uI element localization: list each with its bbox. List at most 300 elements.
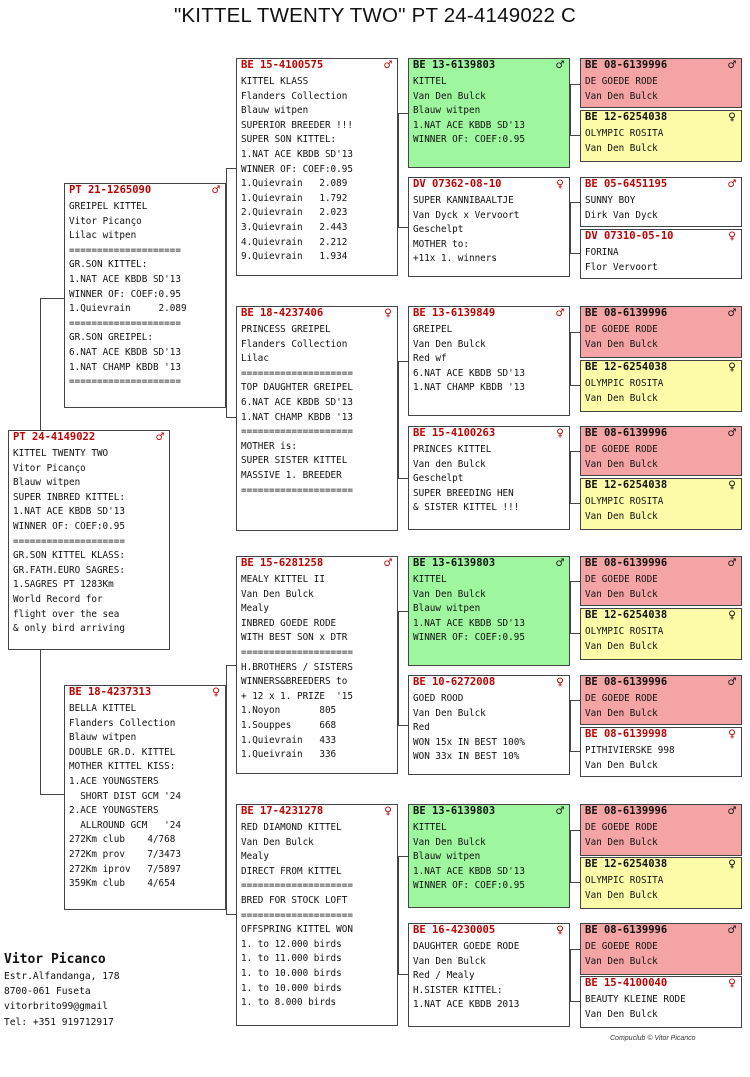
software-credit: Compuclub © Vitor Picanco [610,1035,696,1042]
card-details [409,818,569,894]
detail-line: DE GOEDE RODE [585,941,658,952]
detail-line: Van Den Bulck [585,836,658,848]
connector [570,700,580,752]
detail-line: MASSIVE 1. BREEDER [241,469,342,481]
card-header [65,184,225,197]
card-header [409,676,569,689]
card-g4-9[interactable] [580,556,742,606]
detail-line: Van Den Bulck [413,338,486,350]
detail-line: Van Den Bulck [413,588,486,600]
detail-line: 1. to 11.000 birds [241,953,342,965]
detail-line: 1.ACE YOUNGSTERS [69,775,159,787]
detail-line: KITTEL [413,822,447,833]
connector [226,168,236,418]
detail-line: 1.NAT ACE KBDB SD'13 [413,617,525,629]
detail-line: 1.Quievrain 2.089 [241,178,348,190]
detail-line: 1.NAT ACE KBDB 2013 [413,999,520,1011]
detail-line: 272Km prov 7/3473 [69,848,181,860]
card-header [581,728,741,741]
detail-line: 1. to 10.000 birds [241,967,342,979]
card-header [581,307,741,320]
detail-line: 2.Quievrain 2.023 [241,207,348,219]
connector [570,830,580,883]
detail-line: GR.SON GREIPEL: [69,332,153,344]
ring-number: BE 15-4100040 [585,977,668,989]
ring-number: BE 15-6281258 [241,557,324,569]
female-symbol-icon: ♀ [728,229,736,244]
ring-number: BE 05-6451195 [585,178,668,190]
ring-number: BE 18-4237313 [69,686,152,698]
female-symbol-icon: ♀ [384,804,392,819]
detail-line: & only bird arriving [13,623,125,635]
detail-line: 6.NAT ACE KBDB SD'13 [69,346,181,358]
ring-number: BE 13-6139849 [413,307,496,319]
detail-line: RED DIAMOND KITTEL [241,822,342,833]
male-symbol-icon: ♂ [728,58,736,73]
male-symbol-icon: ♂ [556,556,564,571]
ring-number: BE 08-6139996 [585,59,668,71]
ring-number: BE 13-6139803 [413,557,496,569]
male-symbol-icon: ♂ [728,804,736,819]
female-symbol-icon: ♀ [728,857,736,872]
male-symbol-icon: ♂ [384,556,392,571]
detail-line: 3.Quievrain 2.443 [241,221,348,233]
detail-line: 1.Quievrain 2.089 [69,303,187,315]
detail-line: DE GOEDE RODE [585,444,658,455]
card-header [581,924,741,937]
female-symbol-icon: ♀ [728,727,736,742]
detail-line: World Record for [13,593,103,605]
detail-line: 1.NAT ACE KBDB SD'13 [69,273,181,285]
card-details [9,444,169,637]
pedigree-title: "KITTEL TWENTY TWO" PT 24-4149022 C [173,4,577,27]
detail-line: 1.NAT CHAMP KBDB '13 [413,382,525,394]
detail-line: 272Km club 4/768 [69,834,176,846]
female-symbol-icon: ♀ [556,177,564,192]
card-g4-10[interactable] [580,608,742,660]
detail-line: 6.NAT ACE KBDB SD'13 [241,396,353,408]
detail-line: GREIPEL KITTEL [69,201,148,212]
card-details [581,689,741,721]
detail-line: MEALY KITTEL II [241,574,325,585]
ring-number: BE 12-6254038 [585,111,668,123]
detail-line: H.BROTHERS / SISTERS [241,661,353,673]
male-symbol-icon: ♂ [728,426,736,441]
card-details [237,818,397,1011]
card-g4-1[interactable] [580,58,742,108]
card-sire-sire[interactable] [236,58,398,276]
card-header [581,230,741,243]
female-symbol-icon: ♀ [212,685,220,700]
detail-line: OLYMPIC ROSITA [585,128,664,139]
card-header [409,805,569,818]
connector [398,611,408,726]
detail-line: ==================== [241,646,353,658]
female-symbol-icon: ♀ [728,608,736,623]
detail-line: Van Den Bulck [241,588,314,600]
card-details [409,320,569,396]
card-g4-11[interactable] [580,675,742,725]
ring-number: BE 12-6254038 [585,479,668,491]
detail-line: WINNER OF: COEF:0.95 [69,288,181,300]
detail-line: ==================== [241,367,353,379]
breeder-email: vitorbrito99@gmail [4,1001,108,1013]
female-symbol-icon: ♀ [556,426,564,441]
ring-number: BE 08-6139996 [585,427,668,439]
male-symbol-icon: ♂ [556,306,564,321]
card-header [581,111,741,124]
card-header [409,59,569,72]
breeder-name: Vitor Picanco [4,952,106,967]
detail-line: INBRED GOEDE RODE [241,617,337,629]
male-symbol-icon: ♂ [212,183,220,198]
card-g4-7[interactable] [580,426,742,476]
connector [570,949,580,1002]
detail-line: Geschelpt [413,224,464,236]
detail-line: PRINCESS GREIPEL [241,324,331,335]
detail-line: 272Km iprov 7/5897 [69,863,181,875]
detail-line: ==================== [69,317,181,329]
detail-line: Van Den Bulck [413,90,486,102]
detail-line: Van Den Bulck [585,640,658,652]
ring-number: BE 15-4100575 [241,59,324,71]
detail-line: MOTHER is: [241,440,297,452]
detail-line: OLYMPIC ROSITA [585,875,664,886]
detail-line: Geschelpt [413,473,464,485]
female-symbol-icon: ♀ [728,478,736,493]
card-g4-15[interactable] [580,923,742,975]
detail-line: WINNER OF: COEF:0.95 [241,163,353,175]
card-header [581,805,741,818]
detail-line: DE GOEDE RODE [585,324,658,335]
detail-line: Van Den Bulck [413,955,486,967]
detail-line: Lilac witpen [69,230,137,242]
card-header [65,686,225,699]
detail-line: ==================== [13,535,125,547]
card-details [581,243,741,275]
detail-line: 1.NAT ACE KBDB SD'13 [241,148,353,160]
detail-line: WINNER OF: COEF:0.95 [413,134,525,146]
detail-line: WITH BEST SON x DTR [241,632,348,644]
card-header [581,479,741,492]
ring-number: BE 08-6139996 [585,307,668,319]
detail-line: WINNER OF: COEF:0.95 [13,520,125,532]
ring-number: BE 08-6139998 [585,728,668,740]
card-details [409,937,569,1013]
card-details [581,374,741,406]
card-details [581,320,741,352]
card-g4-5[interactable] [580,306,742,358]
detail-line: Van Den Bulck [585,458,658,470]
detail-line: BELLA KITTEL [69,703,137,714]
detail-line: Red wf [413,353,447,365]
detail-line: Dirk Van Dyck [585,209,658,221]
detail-line: WINNER OF: COEF:0.95 [413,880,525,892]
female-symbol-icon: ♀ [728,976,736,991]
breeder-address: Estr.Alfandanga, 178 [4,971,120,982]
detail-line: 1.NAT CHAMP KBDB '13 [69,361,181,373]
card-details [581,191,741,223]
card-details [581,741,741,773]
detail-line: FORINA [585,247,619,258]
card-header [237,557,397,570]
detail-line: Van den Bulck [413,458,486,470]
detail-line: Red / Mealy [413,970,475,982]
card-subject[interactable] [8,430,170,650]
detail-line: Van Den Bulck [585,392,658,404]
card-header [581,361,741,374]
detail-line: ==================== [69,376,181,388]
card-g4-8[interactable] [580,478,742,530]
ring-number: PT 21-1265090 [69,184,152,196]
detail-line: Van Den Bulck [585,588,658,600]
card-header [409,307,569,320]
card-details [581,440,741,472]
detail-line: 1. to 12.000 birds [241,938,342,950]
card-dam[interactable] [64,685,226,910]
detail-line: 1.Queivrain 336 [241,749,337,761]
ring-number: BE 10-6272008 [413,676,496,688]
detail-line: GR.SON KITTEL KLASS: [13,550,125,562]
ring-number: BE 12-6254038 [585,858,668,870]
card-g4-6[interactable] [580,360,742,412]
female-symbol-icon: ♀ [384,306,392,321]
detail-line: Mealy [241,603,269,615]
card-header [581,427,741,440]
detail-line: KITTEL [413,76,447,87]
card-header [237,805,397,818]
ring-number: BE 13-6139803 [413,805,496,817]
male-symbol-icon: ♂ [384,58,392,73]
detail-line: Van Den Bulck [413,836,486,848]
male-symbol-icon: ♂ [728,177,736,192]
detail-line: 1.NAT ACE KBDB SD'13 [413,865,525,877]
female-symbol-icon: ♀ [728,360,736,375]
ring-number: BE 08-6139996 [585,557,668,569]
detail-line: DE GOEDE RODE [585,822,658,833]
detail-line: ==================== [241,484,353,496]
detail-line: DIRECT FROM KITTEL [241,865,342,877]
detail-line: Van Den Bulck [585,759,658,771]
detail-line: Blauw witpen [69,732,137,744]
card-sire[interactable] [64,183,226,408]
detail-line: ==================== [241,909,353,921]
ring-number: BE 18-4237406 [241,307,324,319]
detail-line: Van Den Bulck [585,955,658,967]
detail-line: 1.SAGRES PT 1283Km [13,579,114,591]
ring-number: BE 15-4100263 [413,427,496,439]
card-dam-sire[interactable] [236,556,398,774]
detail-line: OLYMPIC ROSITA [585,496,664,507]
ring-number: PT 24-4149022 [13,431,96,443]
ring-number: BE 17-4231278 [241,805,324,817]
card-g4-12[interactable] [580,727,742,777]
detail-line: Van Den Bulck [241,836,314,848]
detail-line: Van Den Bulck [585,707,658,719]
detail-line: Mealy [241,851,269,863]
detail-line: + 12 x 1. PRIZE '15 [241,690,353,702]
detail-line: 1.NAT CHAMP KBDB '13 [241,411,353,423]
detail-line: ALLROUND GCM '24 [69,819,181,831]
detail-line: TOP DAUGHTER GREIPEL [241,382,353,394]
card-details [581,818,741,850]
ring-number: BE 12-6254038 [585,361,668,373]
card-details [65,699,225,892]
detail-line: Flanders Collection [241,90,348,102]
card-details [409,689,569,765]
detail-line: ==================== [69,244,181,256]
card-details [409,440,569,516]
card-ddd[interactable] [408,923,570,1027]
male-symbol-icon: ♂ [556,58,564,73]
detail-line: WON 15x IN BEST 100% [413,736,525,748]
card-details [65,197,225,390]
ring-number: DV 07362-08-10 [413,178,502,190]
detail-line: Flanders Collection [241,338,348,350]
card-details [581,124,741,156]
card-g4-14[interactable] [580,857,742,909]
card-header [409,557,569,570]
detail-line: SHORT DIST GCM '24 [69,790,181,802]
card-dss[interactable] [408,556,570,666]
card-details [237,570,397,763]
detail-line: SUPERIOR BREEDER !!! [241,119,353,131]
detail-line: Blauw witpen [241,105,309,117]
detail-line: Blauw witpen [413,105,481,117]
female-symbol-icon: ♀ [556,923,564,938]
detail-line: SUPER SISTER KITTEL [241,455,348,467]
connector [570,332,580,386]
detail-line: DE GOEDE RODE [585,574,658,585]
card-ssd[interactable] [408,177,570,277]
detail-line: SUPER KANNIBAALTJE [413,195,514,206]
detail-line: Flor Vervoort [585,261,658,273]
detail-line: 1.Souppes 668 [241,719,337,731]
card-details [581,622,741,654]
connector [398,113,408,228]
detail-line: & SISTER KITTEL !!! [413,502,520,514]
card-details [409,570,569,646]
male-symbol-icon: ♂ [728,923,736,938]
breeder-postcode: 8700-061 Fuseta [4,986,91,998]
detail-line: 1.NAT ACE KBDB SD'13 [13,506,125,518]
detail-line: GR.SON KITTEL: [69,259,148,271]
detail-line: GOED ROOD [413,693,464,704]
detail-line: KITTEL TWENTY TWO [13,448,109,459]
detail-line: 1.Quievrain 1.792 [241,192,348,204]
card-header [581,977,741,990]
detail-line: Lilac [241,353,269,365]
card-header [237,307,397,320]
detail-line: 9.Quievrain 1.934 [241,251,348,263]
detail-line: Blauw witpen [413,603,481,615]
card-header [237,59,397,72]
connector [570,581,580,634]
detail-line: DAUGHTER GOEDE RODE [413,941,520,952]
detail-line: Vitor Picanço [69,215,142,227]
detail-line: GR.FATH.EURO SAGRES: [13,564,125,576]
card-dds[interactable] [408,804,570,908]
detail-line: DOUBLE GR.D. KITTEL [69,746,176,758]
card-header [9,431,169,444]
detail-line: Flanders Collection [69,717,176,729]
male-symbol-icon: ♂ [156,430,164,445]
card-sds[interactable] [408,306,570,416]
connector [40,650,64,795]
detail-line: 2.ACE YOUNGSTERS [69,805,159,817]
male-symbol-icon: ♂ [728,306,736,321]
female-symbol-icon: ♀ [728,110,736,125]
detail-line: Van Den Bulck [585,510,658,522]
detail-line: OLYMPIC ROSITA [585,626,664,637]
detail-line: 1.Quievrain 433 [241,734,337,746]
detail-line: Vitor Picanço [13,462,86,474]
card-g4-16[interactable] [580,976,742,1028]
card-details [581,72,741,104]
breeder-info [4,951,120,1030]
card-sdd[interactable] [408,426,570,530]
connector [570,202,580,254]
card-details [581,871,741,903]
ring-number: BE 12-6254038 [585,609,668,621]
detail-line: KITTEL KLASS [241,76,309,87]
detail-line: Van Den Bulck [585,338,658,350]
detail-line: Van Den Bulck [585,889,658,901]
detail-line: Blauw witpen [413,851,481,863]
card-details [581,570,741,602]
detail-line: 1.NAT ACE KBDB SD'13 [413,119,525,131]
female-symbol-icon: ♀ [556,675,564,690]
connector [570,451,580,504]
detail-line: BRED FOR STOCK LOFT [241,894,348,906]
card-header [581,609,741,622]
detail-line: Van Den Bulck [413,707,486,719]
breeder-phone: Tel: +351 919712917 [4,1016,114,1028]
detail-line: 1. to 10.000 birds [241,982,342,994]
card-header [409,427,569,440]
card-header [409,178,569,191]
card-details [581,990,741,1022]
connector [570,84,580,136]
male-symbol-icon: ♂ [728,675,736,690]
card-details [409,191,569,267]
detail-line: OLYMPIC ROSITA [585,378,664,389]
detail-line: BEAUTY KLEINE RODE [585,994,686,1005]
card-g4-3[interactable] [580,177,742,227]
detail-line: PRINCES KITTEL [413,444,492,455]
card-details [237,72,397,265]
card-sss[interactable] [408,58,570,168]
card-g4-2[interactable] [580,110,742,162]
detail-line: MOTHER to: [413,238,469,250]
detail-line: DE GOEDE RODE [585,693,658,704]
connector [398,361,408,479]
card-details [581,492,741,524]
card-sire-dam[interactable] [236,306,398,531]
detail-line: GREIPEL [413,324,453,335]
card-dsd[interactable] [408,675,570,775]
ring-number: BE 13-6139803 [413,59,496,71]
card-header [581,858,741,871]
detail-line: H.SISTER KITTEL: [413,984,503,996]
card-g4-4[interactable] [580,229,742,279]
card-dam-dam[interactable] [236,804,398,1026]
ring-number: BE 08-6139996 [585,924,668,936]
card-header [581,59,741,72]
ring-number: DV 07310-05-10 [585,230,674,242]
card-g4-13[interactable] [580,804,742,856]
detail-line: WINNER OF: COEF:0.95 [413,632,525,644]
